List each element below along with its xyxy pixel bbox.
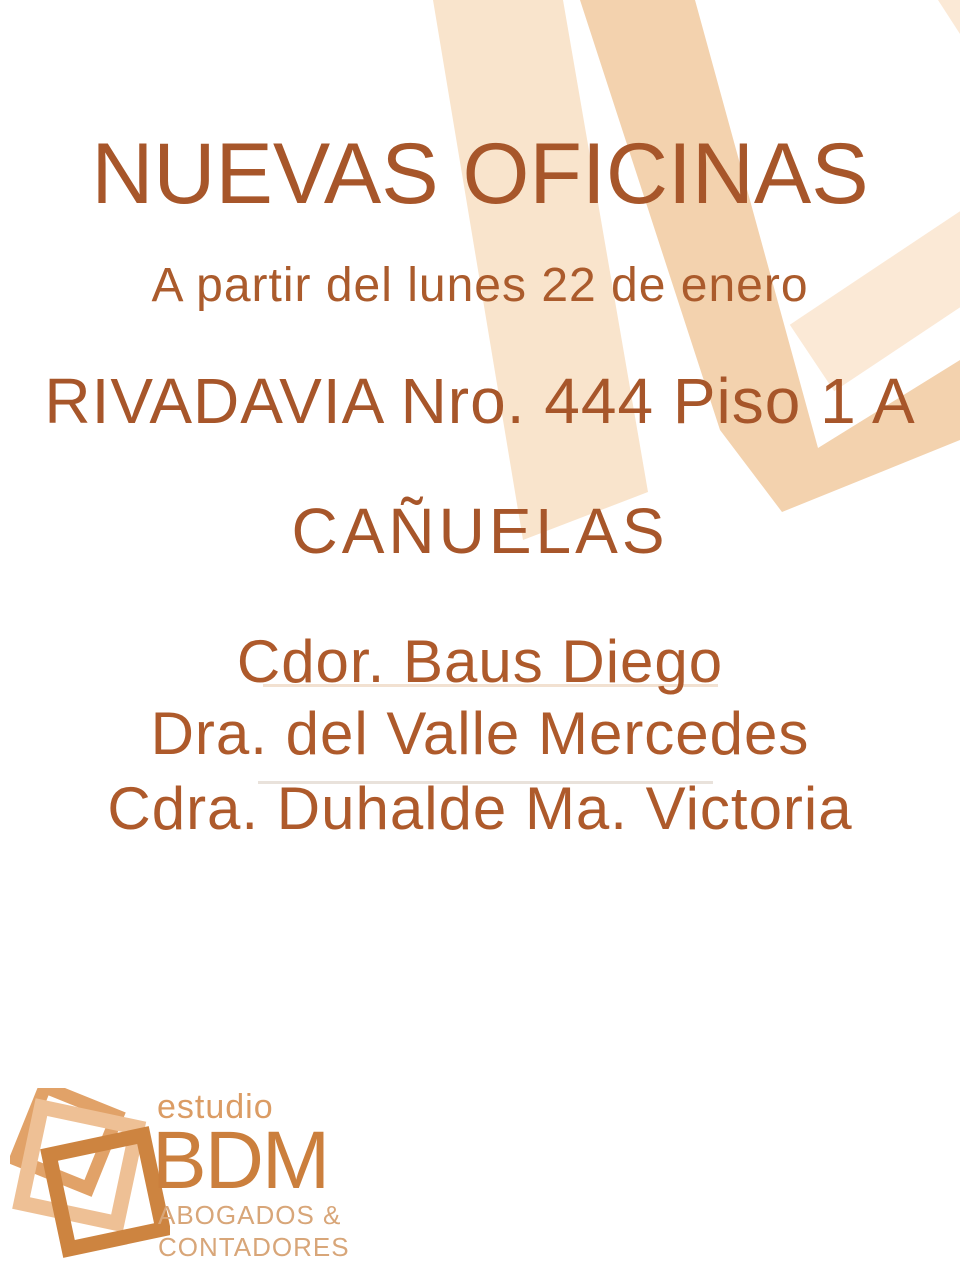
address-text: RIVADAVIA Nro. 444 Piso 1 A [44,365,916,437]
person-name: Cdor. Baus Diego [236,628,724,695]
bdm-logo-mark-icon [10,1088,170,1268]
city-text: CAÑUELAS [291,495,669,567]
logo-prefix: estudio [157,1088,274,1126]
page-title: NUEVAS OFICINAS [91,126,869,222]
effective-date-text: A partir del lunes 22 de enero [151,259,809,312]
watermark-corner-sliver [938,0,960,34]
logo-tagline-line2: CONTADORES [158,1232,350,1262]
logo-tagline-line1: ABOGADOS & [158,1200,342,1230]
person-name: Dra. del Valle Mercedes [150,700,810,767]
person-name: Cdra. Duhalde Ma. Victoria [107,775,853,842]
logo-acronym: BDM [152,1115,329,1206]
